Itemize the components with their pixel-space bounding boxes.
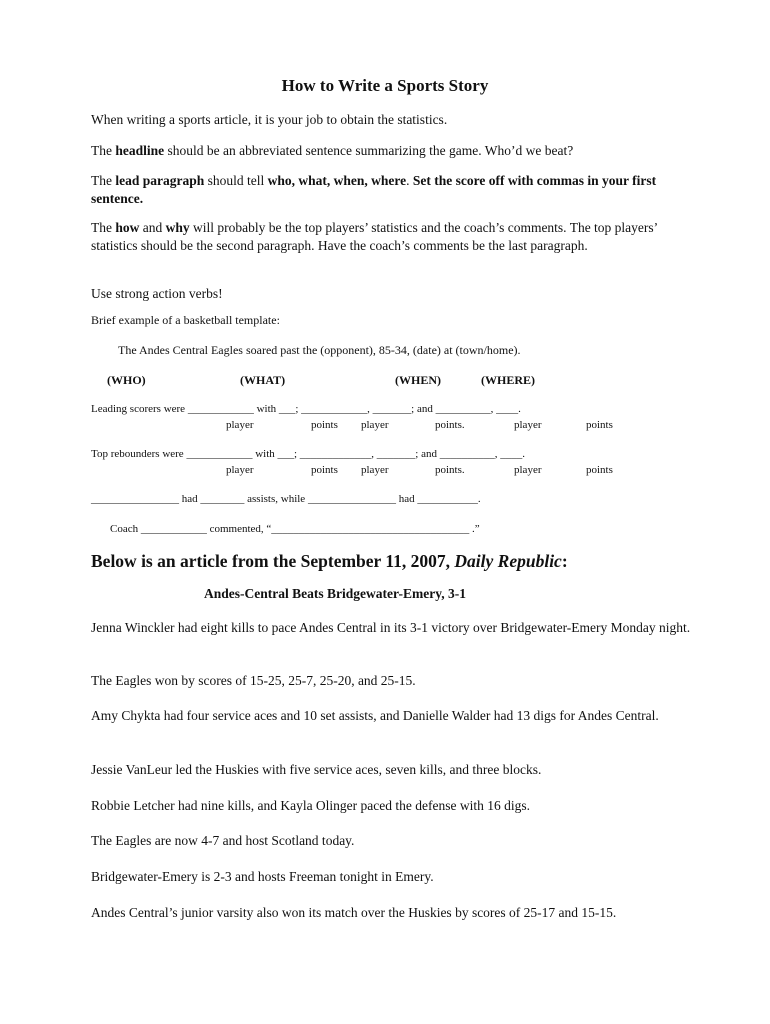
article-paragraph: The Eagles are now 4-7 and host Scotland today. bbox=[91, 833, 355, 848]
scorers-points-3: points bbox=[586, 419, 613, 431]
article-paragraph: Andes Central’s junior varsity also won its match over the Huskies by scores of 25-17 and 15-15. bbox=[91, 905, 617, 920]
label-when: (WHEN) bbox=[395, 373, 441, 387]
article-paragraph: Amy Chykta had four service aces and 10 set assists, and Danielle Walder had 13 digs for Andes Central. bbox=[91, 708, 659, 723]
scorers-line: Leading scorers were ____________ with ___; ____________, _______; and __________, ____. bbox=[91, 403, 521, 415]
article-paragraph: Jessie VanLeur led the Huskies with five service aces, seven kills, and three blocks. bbox=[91, 762, 542, 777]
article-paragraph: Jenna Winckler had eight kills to pace Andes Central in its 3-1 victory over Bridgewater-Emery Monday night. bbox=[91, 620, 691, 635]
page-title: How to Write a Sports Story bbox=[281, 76, 489, 95]
scorers-player-2: player bbox=[361, 419, 389, 431]
article-headline: Andes-Central Beats Bridgewater-Emery, 3-1 bbox=[204, 586, 466, 601]
scorers-player-1: player bbox=[226, 419, 254, 431]
template-intro: Brief example of a basketball template: bbox=[91, 313, 280, 327]
assists-line: ________________ had ________ assists, while ________________ had ___________. bbox=[91, 493, 481, 505]
rebounders-points-3: points bbox=[586, 464, 613, 476]
article-paragraph: Robbie Letcher had nine kills, and Kayla Olinger paced the defense with 16 digs. bbox=[91, 798, 530, 813]
rebounders-points-2: points. bbox=[435, 464, 465, 476]
rebounders-player-3: player bbox=[514, 464, 542, 476]
rebounders-player-2: player bbox=[361, 464, 389, 476]
label-what: (WHAT) bbox=[240, 373, 286, 387]
rebounders-line: Top rebounders were ____________ with ___; _____________, _______; and __________, ____. bbox=[91, 448, 525, 460]
scorers-points-1: points bbox=[311, 419, 338, 431]
scorers-player-3: player bbox=[514, 419, 542, 431]
action-verbs-tip: Use strong action verbs! bbox=[91, 286, 223, 301]
label-who: (WHO) bbox=[107, 373, 146, 387]
article-paragraph: The Eagles won by scores of 15-25, 25-7, 25-20, and 25-15. bbox=[91, 673, 416, 688]
rebounders-points-1: points bbox=[311, 464, 338, 476]
article-paragraph: Bridgewater-Emery is 2-3 and hosts Freeman tonight in Emery. bbox=[91, 869, 434, 884]
intro-paragraph: When writing a sports article, it is your job to obtain the statistics. bbox=[91, 112, 448, 127]
newspaper-name: Daily Republic bbox=[454, 551, 562, 571]
how-why-paragraph: The how and why will probably be the top players’ statistics and the coach’s comments. The top players’ statistics should be the second paragraph. Have the coach’s comments be the last paragraph. bbox=[91, 220, 658, 253]
article-intro-heading: Below is an article from the September 11, 2007, Daily Republic: bbox=[91, 551, 568, 571]
label-where: (WHERE) bbox=[481, 373, 535, 387]
coach-line: Coach ____________ commented, “____________________________________ .” bbox=[110, 523, 480, 535]
scorers-points-2: points. bbox=[435, 419, 465, 431]
headline-term: headline bbox=[115, 143, 165, 158]
rebounders-player-1: player bbox=[226, 464, 254, 476]
lead-paragraph-tip: The lead paragraph should tell who, what, when, where. Set the score off with commas in your first sentence. bbox=[91, 173, 657, 206]
headline-paragraph: The headline should be an abbreviated sentence summarizing the game. Who’d we beat? bbox=[91, 143, 574, 158]
template-example: The Andes Central Eagles soared past the (opponent), 85-34, (date) at (town/home). bbox=[118, 343, 521, 357]
